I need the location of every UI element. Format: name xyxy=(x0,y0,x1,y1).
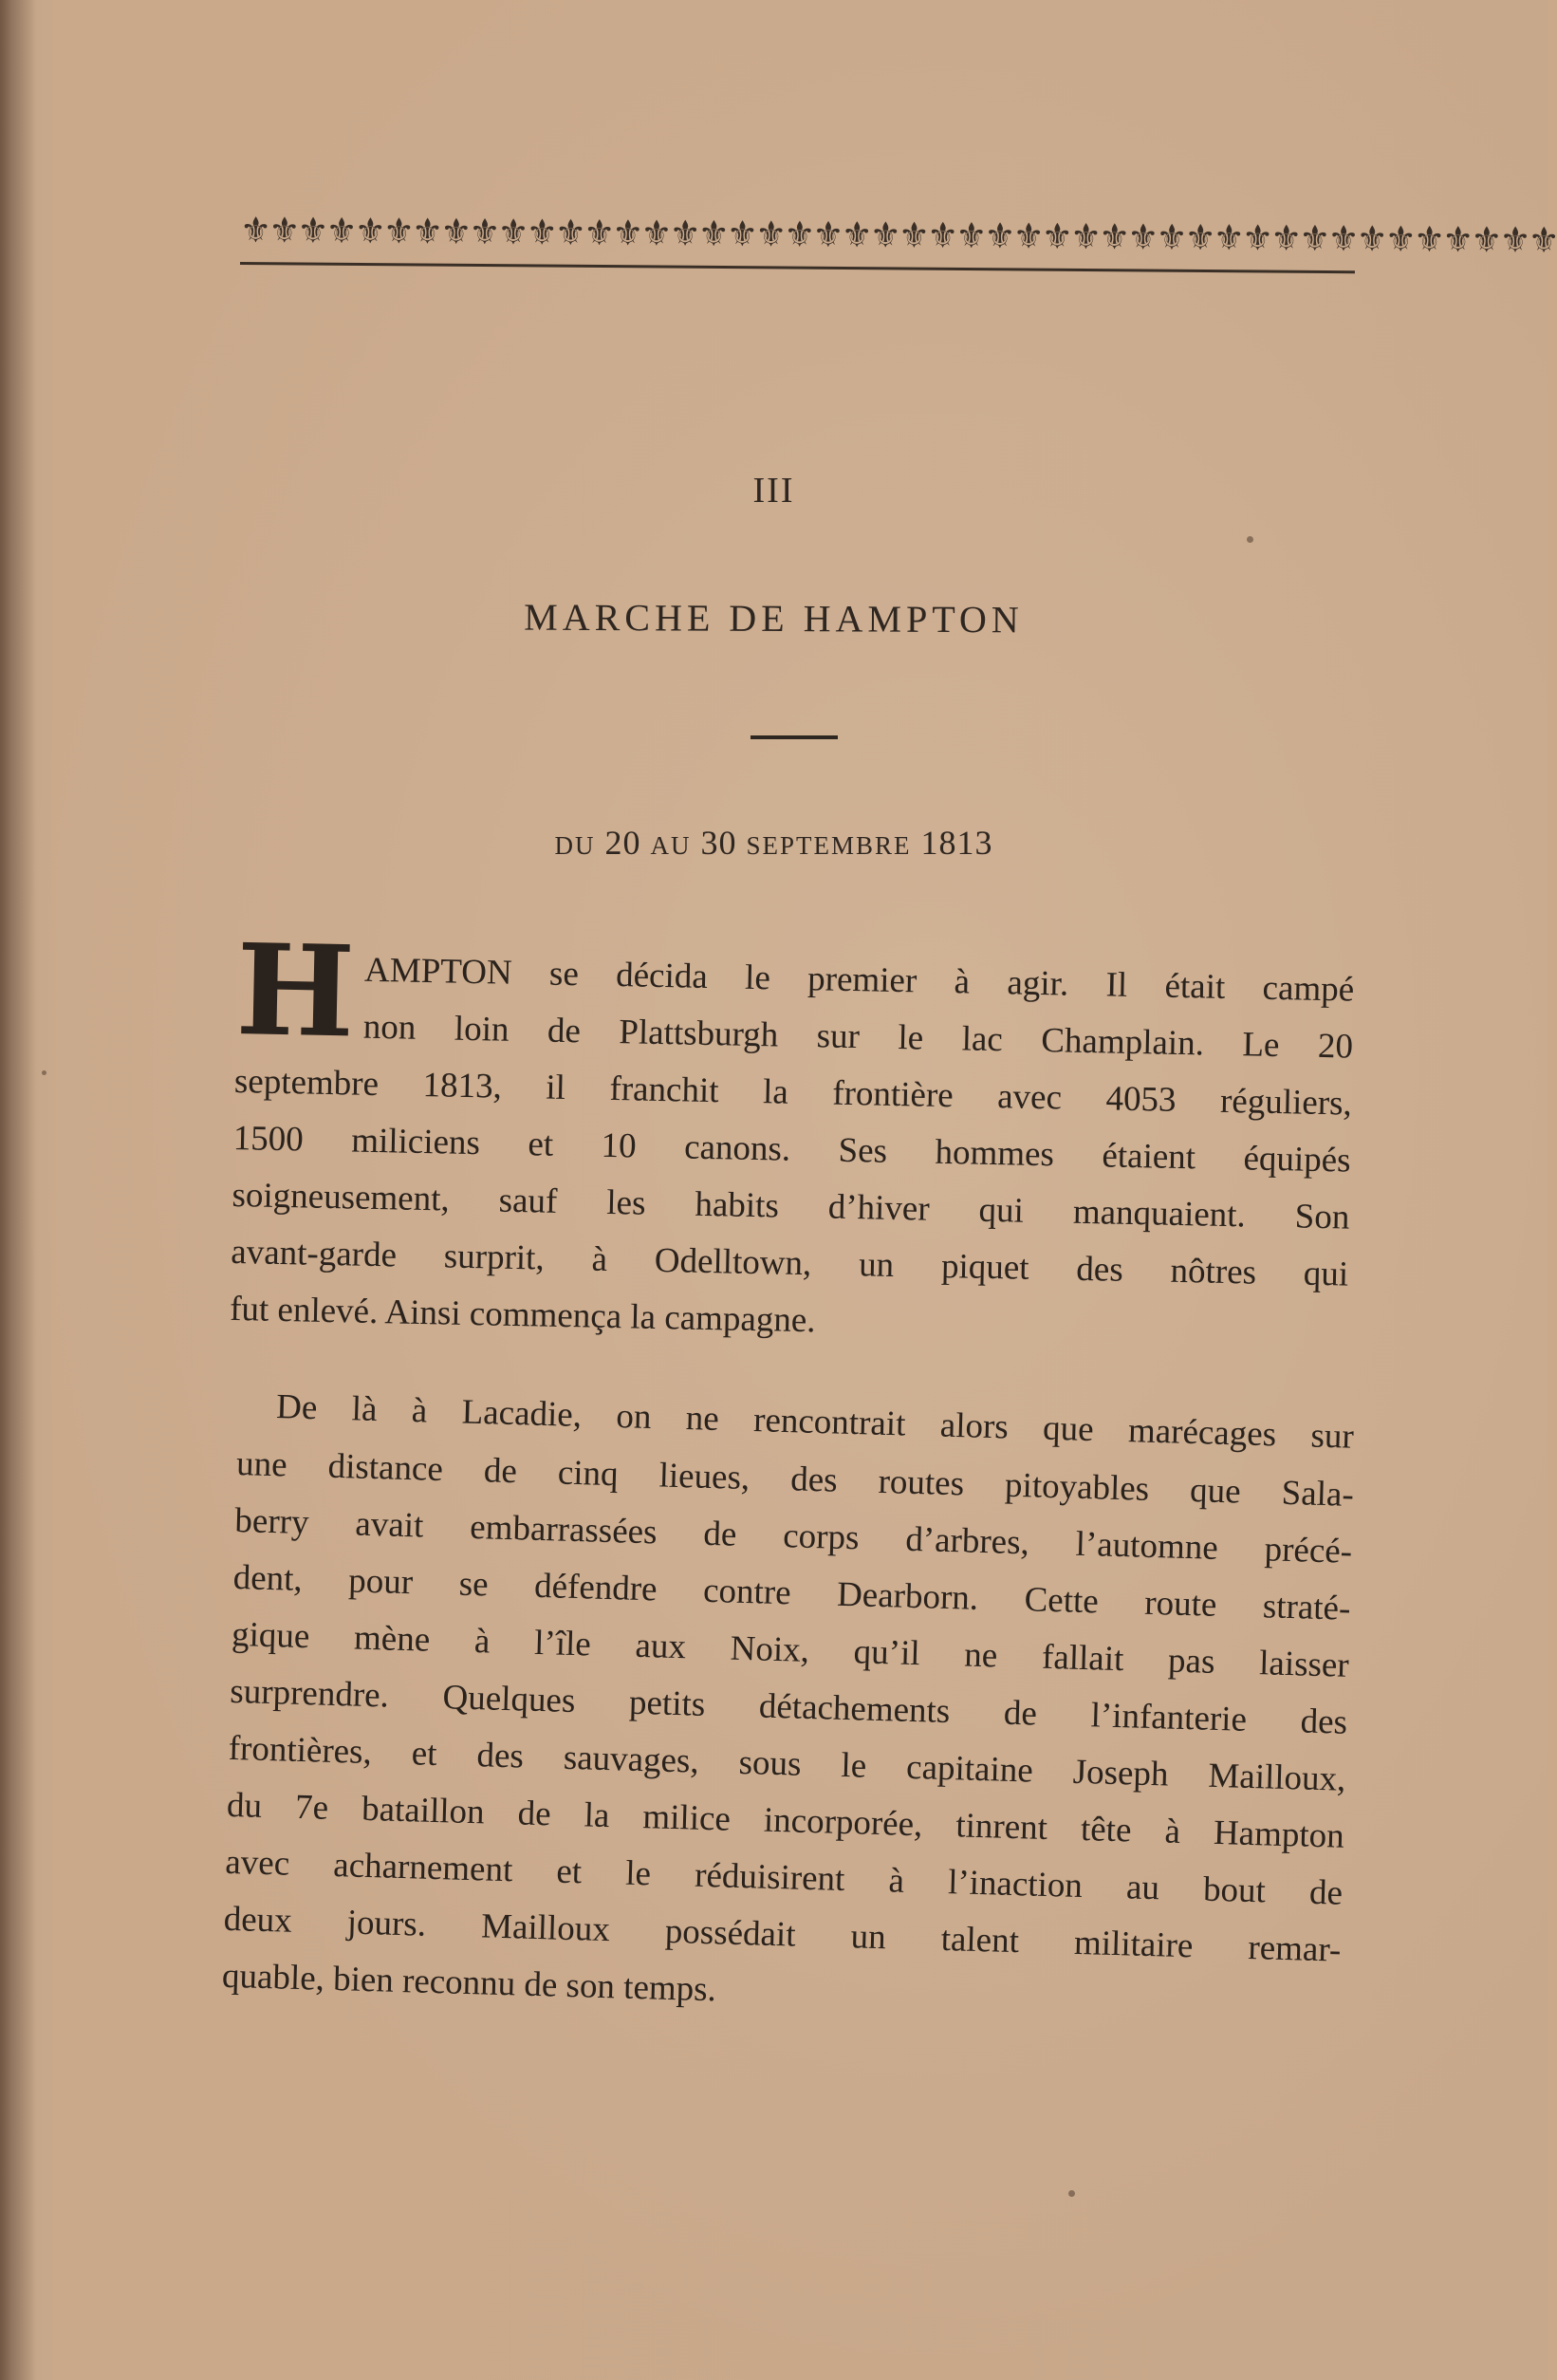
paragraph-line: AMPTON se décida le premier à agir. Il était campé xyxy=(363,950,1355,1010)
paragraph-line: soigneusement, sauf les habits d’hiver qui manquaient. Son xyxy=(232,1175,1350,1237)
paragraph-line: quable, bien reconnu de son temps. xyxy=(221,1956,717,2010)
header-ornament xyxy=(239,209,1557,275)
date-day-start: 20 xyxy=(604,824,641,862)
paragraph-line: du 7e bataillon de la milice incorporée, tinrent tête à Hampton xyxy=(226,1785,1345,1856)
paragraph-line: une distance de cinq lieues, des routes pitoyables que Sala- xyxy=(235,1443,1355,1515)
paragraph-line: surprendre. Quelques petits détachements de l’infanterie des xyxy=(229,1671,1348,1742)
paragraph-1 xyxy=(229,917,1355,1361)
paragraph-line: 1500 miliciens et 10 canons. Ses hommes étaient équipés xyxy=(232,1118,1351,1181)
chapter-number: III xyxy=(752,471,795,511)
paper-speck xyxy=(1247,536,1253,543)
drop-cap: H xyxy=(234,917,357,1067)
gutter-shadow xyxy=(0,0,36,2380)
paragraph-line: avant-garde surprit, à Odelltown, un piquet des nôtres qui xyxy=(230,1232,1349,1294)
date-day-end: 30 xyxy=(700,824,737,862)
chapter-title: MARCHE DE HAMPTON xyxy=(524,595,1024,641)
paragraph-line: berry avait embarrassées de corps d’arbres, l’automne précé- xyxy=(233,1500,1353,1571)
fleur-de-lis-border-icon: ⚜⚜⚜⚜⚜⚜⚜⚜⚜⚜⚜⚜⚜⚜⚜⚜⚜⚜⚜⚜⚜⚜⚜⚜⚜⚜⚜⚜⚜⚜⚜⚜⚜⚜⚜⚜⚜⚜⚜⚜⚜⚜⚜⚜⚜⚜ xyxy=(239,212,1557,261)
paragraph-line: fut enlevé. Ainsi commença la campagne. xyxy=(229,1289,816,1341)
paragraph-line: De là à Lacadie, on ne rencontrait alors que marécages sur xyxy=(275,1386,1355,1457)
date-month: SEPTEMBRE xyxy=(746,831,912,860)
ornament-rule xyxy=(240,262,1355,273)
paragraph-2 xyxy=(221,1436,1354,2036)
paper-speck xyxy=(1068,2190,1075,2197)
date-year: 1813 xyxy=(920,824,993,862)
date-mid: AU xyxy=(650,831,692,860)
paragraph-line: dent, pour se défendre contre Dearborn. Cette route straté- xyxy=(232,1557,1351,1628)
paragraph-line: avec acharnement et le réduisirent à l’inaction au bout de xyxy=(224,1842,1344,1913)
title-rule xyxy=(751,735,838,739)
paragraph-line: septembre 1813, il franchit la frontière avec 4053 réguliers, xyxy=(233,1061,1353,1124)
date-prefix: DU xyxy=(554,831,596,860)
paper-speck xyxy=(42,1070,46,1075)
chapter-date xyxy=(0,823,1548,863)
paragraph-line: non loin de Plattsburgh sur le lac Champlain. Le 20 xyxy=(362,1007,1354,1067)
paragraph-line: gique mène à l’île aux Noix, qu’il ne fallait pas laisser xyxy=(231,1614,1350,1685)
paragraph-line: deux jours. Mailloux possédait un talent militaire remar- xyxy=(223,1899,1342,1970)
paragraph-line: frontières, et des sauvages, sous le capitaine Joseph Mailloux, xyxy=(228,1728,1346,1799)
